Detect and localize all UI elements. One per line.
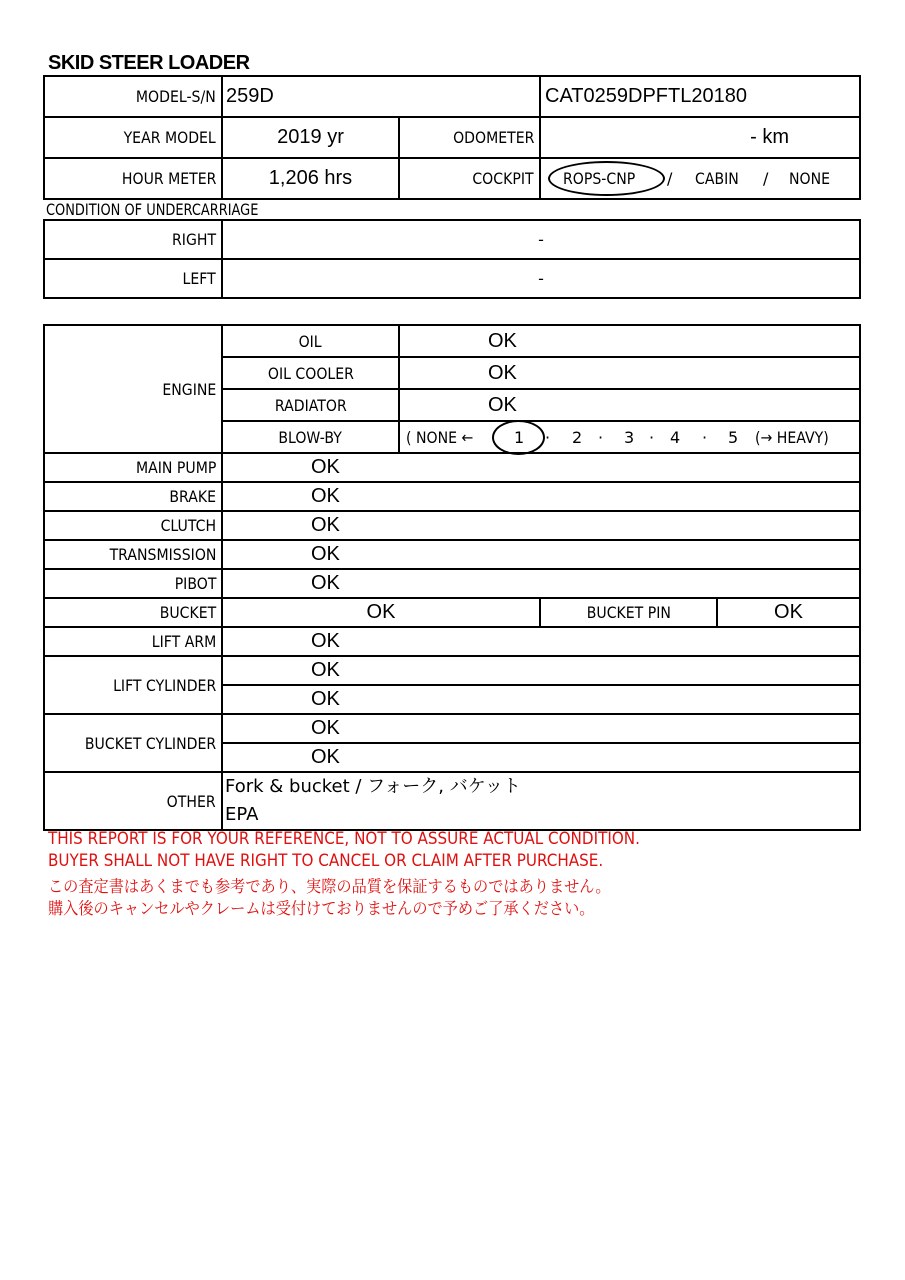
blowby-scale — [399, 421, 860, 453]
disclaimer-line-2: BUYER SHALL NOT HAVE RIGHT TO CANCEL OR CLAIM AFTER PURCHASE. — [48, 851, 604, 870]
row-other — [44, 772, 860, 830]
lift-cylinder-value-2: OK — [222, 685, 860, 714]
blowby-selected-oval — [492, 420, 545, 455]
model-sn-label: MODEL-S/N — [44, 76, 222, 117]
oil-cooler-value: OK — [399, 357, 860, 389]
model-value: 259D — [222, 76, 540, 117]
undercarriage-left-value: - — [222, 259, 860, 298]
oil-value: OK — [399, 325, 860, 357]
pibot-value: OK — [222, 569, 860, 598]
cockpit-selected-oval — [548, 161, 665, 196]
row-main-pump — [44, 453, 860, 482]
row-year-odometer — [44, 117, 860, 158]
undercarriage-table — [43, 219, 861, 299]
transmission-value: OK — [222, 540, 860, 569]
bucket-pin-value: OK — [717, 598, 860, 627]
year-model-label: YEAR MODEL — [44, 117, 222, 158]
bucket-cylinder-value-1: OK — [222, 714, 860, 743]
transmission-label: TRANSMISSION — [44, 540, 222, 569]
row-lift-cylinder-1 — [44, 656, 860, 685]
odometer-label: ODOMETER — [399, 117, 540, 158]
pibot-label: PIBOT — [44, 569, 222, 598]
bucket-pin-label: BUCKET PIN — [540, 598, 717, 627]
blowby-separator: · — [702, 428, 708, 447]
row-pibot — [44, 569, 860, 598]
radiator-value: OK — [399, 389, 860, 421]
blowby-none-text: ( NONE ← — [406, 428, 474, 447]
lift-cylinder-label: LIFT CYLINDER — [44, 656, 222, 714]
row-brake — [44, 482, 860, 511]
undercarriage-section-label: CONDITION OF UNDERCARRIAGE — [46, 200, 259, 219]
other-line-2: EPA — [225, 804, 259, 825]
disclaimer-line-1: THIS REPORT IS FOR YOUR REFERENCE, NOT TO ASSURE ACTUAL CONDITION. — [48, 829, 640, 848]
cockpit-option-none: NONE — [789, 169, 831, 188]
blowby-level-4: 4 — [670, 428, 681, 447]
bucket-cylinder-label: BUCKET CYLINDER — [44, 714, 222, 772]
row-bucket-cylinder-1 — [44, 714, 860, 743]
clutch-label: CLUTCH — [44, 511, 222, 540]
blowby-level-1: 1 — [514, 428, 525, 447]
header-table — [43, 75, 861, 200]
blowby-level-3: 3 — [624, 428, 635, 447]
blowby-heavy-text: (→ HEAVY) — [755, 428, 829, 447]
lift-arm-value: OK — [222, 627, 860, 656]
cockpit-option-rops-cnp: ROPS-CNP — [563, 169, 636, 188]
other-label: OTHER — [44, 772, 222, 830]
year-model-value: 2019 yr — [222, 117, 399, 158]
odometer-value: - km — [540, 117, 860, 158]
undercarriage-right-label: RIGHT — [44, 220, 222, 259]
row-undercarriage-left — [44, 259, 860, 298]
lift-arm-label: LIFT ARM — [44, 627, 222, 656]
lift-cylinder-value-1: OK — [222, 656, 860, 685]
row-undercarriage-right — [44, 220, 860, 259]
row-lift-arm — [44, 627, 860, 656]
row-clutch — [44, 511, 860, 540]
cockpit-label: COCKPIT — [399, 158, 540, 199]
disclaimer-line-3: この査定書はあくまでも参考であり、実際の品質を保証するものではありません。 — [48, 877, 611, 896]
blowby-level-5: 5 — [728, 428, 739, 447]
hour-meter-label: HOUR METER — [44, 158, 222, 199]
bucket-label: BUCKET — [44, 598, 222, 627]
disclaimer-line-4: 購入後のキャンセルやクレームは受付けておりませんので予めご了承ください。 — [48, 899, 595, 918]
main-pump-label: MAIN PUMP — [44, 453, 222, 482]
cockpit-separator: / — [763, 169, 769, 188]
inspection-table — [43, 324, 861, 831]
cockpit-separator: / — [667, 169, 673, 188]
hour-meter-value: 1,206 hrs — [222, 158, 399, 199]
engine-label: ENGINE — [44, 325, 222, 453]
other-line-1: Fork & bucket / フォーク, バケット — [225, 776, 521, 797]
row-model-sn — [44, 76, 860, 117]
blowby-separator: · — [649, 428, 655, 447]
undercarriage-right-value: - — [222, 220, 860, 259]
blowby-separator: · — [545, 428, 551, 447]
serial-value: CAT0259DPFTL20180 — [540, 76, 860, 117]
other-value — [222, 772, 860, 830]
main-pump-value: OK — [222, 453, 860, 482]
undercarriage-left-label: LEFT — [44, 259, 222, 298]
bucket-value: OK — [222, 598, 540, 627]
cockpit-option-cabin: CABIN — [695, 169, 739, 188]
row-engine-oil — [44, 325, 860, 357]
brake-label: BRAKE — [44, 482, 222, 511]
oil-label: OIL — [222, 325, 399, 357]
document-title: SKID STEER LOADER — [48, 52, 250, 74]
row-hour-cockpit — [44, 158, 860, 199]
bucket-cylinder-value-2: OK — [222, 743, 860, 772]
brake-value: OK — [222, 482, 860, 511]
blowby-label: BLOW-BY — [222, 421, 399, 453]
oil-cooler-label: OIL COOLER — [222, 357, 399, 389]
radiator-label: RADIATOR — [222, 389, 399, 421]
row-transmission — [44, 540, 860, 569]
blowby-level-2: 2 — [572, 428, 583, 447]
blowby-separator: · — [598, 428, 604, 447]
clutch-value: OK — [222, 511, 860, 540]
row-bucket — [44, 598, 860, 627]
